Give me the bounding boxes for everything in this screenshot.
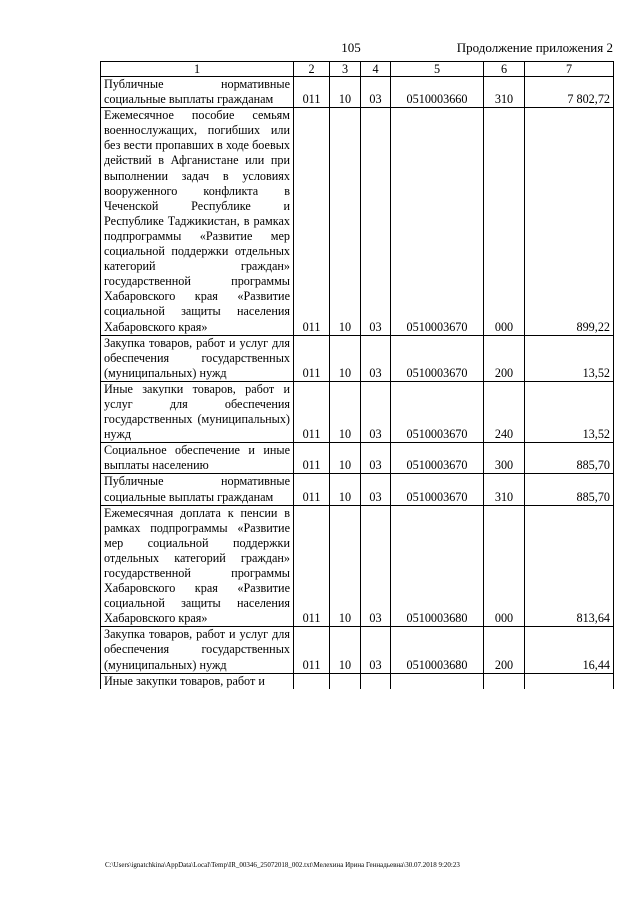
column-header: 1 [101,62,294,77]
cell-amount: 13,52 [525,381,614,442]
row-name: Иные закупки товаров, работ и [101,673,294,689]
column-header: 7 [525,62,614,77]
cell-target-article: 0510003680 [391,627,484,673]
cell-amount: 885,70 [525,474,614,505]
cell-target-article: 0510003660 [391,77,484,108]
cell-amount: 813,64 [525,505,614,627]
cell-subsection: 03 [361,108,391,335]
cell-expense-type: 310 [484,474,525,505]
cell-amount: 7 802,72 [525,77,614,108]
cell-section: 10 [330,627,361,673]
table-row [101,443,614,474]
table-row [101,505,614,627]
row-name: Иные закупки товаров, работ и услуг для обеспечения государственных (муниципальных) нужд [101,381,294,442]
cell-subsection: 03 [361,381,391,442]
cell-amount: 885,70 [525,443,614,474]
table-row [101,474,614,505]
cell-expense-type: 310 [484,77,525,108]
table-row [101,627,614,673]
row-name: Публичные нормативные социальные выплаты гражданам [101,474,294,505]
cell-ministry: 011 [294,335,330,381]
cell-amount: 899,22 [525,108,614,335]
cell-subsection: 03 [361,335,391,381]
cell-target-article: 0510003670 [391,335,484,381]
footer-file-path: C:\Users\ignatchkina\AppData\Local\Temp\IR_00346_25072018_002.txt\Мелехина Ирина Геннадьевна\30.07.2018 9:20:23 [105,861,460,869]
table-row [101,77,614,108]
row-name: Ежемесячное пособие семьям военнослужащих, погибших или без вести пропавших в ходе боевых действий в Афганистане или при выполнении задач в условиях вооруженного конфликта в Чеченской Республике и Республике Таджикистан, в рамках подпрограммы «Развитие мер социальной поддержки отдельных категорий граждан» государственной программы Хабаровского края «Развитие социальной защиты населения Хабаровского края» [101,108,294,335]
cell-ministry: 011 [294,443,330,474]
cell-ministry: 011 [294,108,330,335]
cell-ministry [294,673,330,689]
row-name: Закупка товаров, работ и услуг для обеспечения государственных (муниципальных) нужд [101,335,294,381]
cell-expense-type: 200 [484,627,525,673]
cell-target-article: 0510003670 [391,474,484,505]
cell-ministry: 011 [294,627,330,673]
row-name: Социальное обеспечение и иные выплаты населению [101,443,294,474]
cell-subsection [361,673,391,689]
cell-subsection: 03 [361,474,391,505]
column-header: 2 [294,62,330,77]
cell-section: 10 [330,77,361,108]
cell-ministry: 011 [294,381,330,442]
continuation-label: Продолжение приложения 2 [456,40,613,55]
table-row [101,381,614,442]
cell-amount: 16,44 [525,627,614,673]
cell-expense-type: 000 [484,505,525,627]
cell-amount [525,673,614,689]
page-number: 105 [341,40,361,55]
column-header: 3 [330,62,361,77]
column-number-row [101,62,614,77]
row-name: Публичные нормативные социальные выплаты гражданам [101,77,294,108]
cell-ministry: 011 [294,77,330,108]
cell-subsection: 03 [361,443,391,474]
cell-target-article: 0510003680 [391,505,484,627]
budget-table [100,61,614,689]
cell-expense-type: 000 [484,108,525,335]
cell-section: 10 [330,108,361,335]
cell-target-article: 0510003670 [391,381,484,442]
column-header: 6 [484,62,525,77]
cell-target-article: 0510003670 [391,443,484,474]
cell-expense-type: 240 [484,381,525,442]
cell-section [330,673,361,689]
row-name: Ежемесячная доплата к пенсии в рамках подпрограммы «Развитие мер социальной поддержки отдельных категорий граждан» государственной программы Хабаровского края «Развитие социальной защиты населения Хабаровского края» [101,505,294,627]
cell-section: 10 [330,505,361,627]
cell-ministry: 011 [294,474,330,505]
cell-subsection: 03 [361,77,391,108]
cell-expense-type: 200 [484,335,525,381]
cell-subsection: 03 [361,505,391,627]
cell-section: 10 [330,335,361,381]
table-row [101,335,614,381]
table-row [101,108,614,335]
cell-section: 10 [330,443,361,474]
cell-target-article: 0510003670 [391,108,484,335]
cell-target-article [391,673,484,689]
cell-expense-type: 300 [484,443,525,474]
table-row [101,673,614,689]
cell-expense-type [484,673,525,689]
column-header: 5 [391,62,484,77]
cell-subsection: 03 [361,627,391,673]
column-header: 4 [361,62,391,77]
cell-section: 10 [330,474,361,505]
cell-ministry: 011 [294,505,330,627]
cell-amount: 13,52 [525,335,614,381]
row-name: Закупка товаров, работ и услуг для обеспечения государственных (муниципальных) нужд [101,627,294,673]
cell-section: 10 [330,381,361,442]
